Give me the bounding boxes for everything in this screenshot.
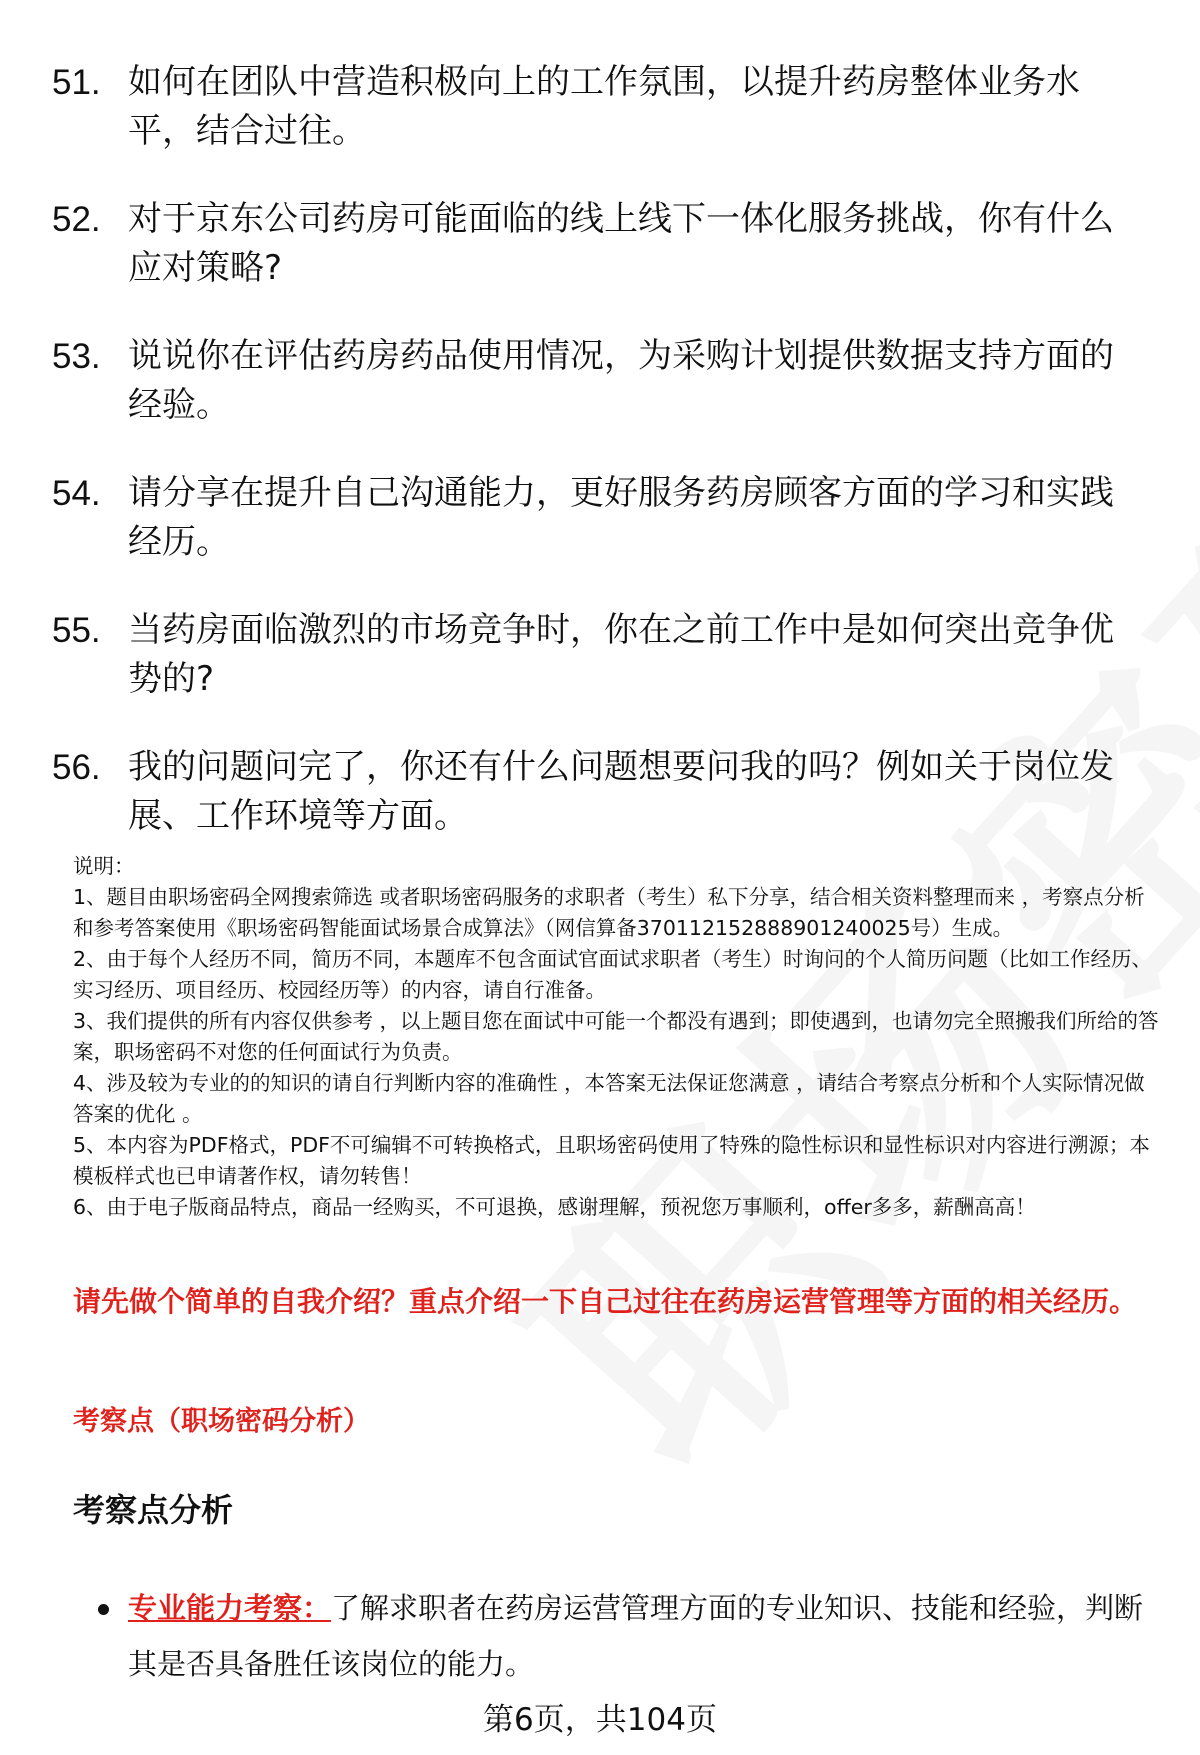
question-item [52,195,1152,293]
page-footer: 第6页，共104页 [483,1702,717,1738]
notes-title: 说明： [73,854,135,878]
question-number: 55. [52,611,101,650]
question-number: 56. [52,748,101,787]
question-number: 53. [52,337,101,376]
note-item: 3、我们提供的所有内容仅供参考 ，以上题目您在面试中可能一个都没有遇到；即使遇到，也请勿完全照搬我们所给的答案，职场密码不对您的任何面试行为负责。 [73,1009,1159,1064]
question-text: 说说你在评估药房药品使用情况，为采购计划提供数据支持方面的经验。 [128,336,1114,425]
note-item: 6、由于电子版商品特点，商品一经购买，不可退换，感谢理解，预祝您万事顺利，offer多多，薪酬高高！ [73,1195,1036,1219]
analysis-subheading: 考察点（职场密码分析） [73,1406,370,1437]
question-item [52,469,1152,567]
note-item: 5、本内容为PDF格式，PDF不可编辑不可转换格式，且职场密码使用了特殊的隐性标识和显性标识对内容进行溯源；本模板样式也已申请著作权，请勿转售！ [73,1133,1150,1188]
question-item [52,743,1152,841]
question-number: 54. [52,474,101,513]
note-item: 4、涉及较为专业的的知识的请自行判断内容的准确性 ，本答案无法保证您满意 ，请结合考察点分析和个人实际情况做答案的优化 。 [73,1071,1145,1126]
question-list [52,58,1152,880]
question-text: 当药房面临激烈的市场竞争时，你在之前工作中是如何突出竞争优势的? [128,610,1114,699]
question-text: 请分享在提升自己沟通能力，更好服务药房顾客方面的学习和实践经历。 [128,473,1114,562]
question-text: 如何在团队中营造积极向上的工作氛围，以提升药房整体业务水平，结合过往。 [128,62,1080,151]
bullet-label: 专业能力考察： [128,1591,332,1625]
question-number: 52. [52,200,101,239]
analysis-bullet [98,1580,1158,1692]
question-item [52,58,1152,156]
question-text: 我的问题问完了，你还有什么问题想要问我的吗？例如关于岗位发展、工作环境等方面。 [128,747,1114,836]
notes-section [73,851,1163,1223]
question-item [52,332,1152,430]
question-number: 51. [52,63,101,102]
interview-question-heading: 请先做个简单的自我介绍？重点介绍一下自己过往在药房运营管理等方面的相关经历。 [73,1285,1138,1318]
note-item: 2、由于每个人经历不同，简历不同，本题库不包含面试官面试求职者（考生）时询问的个人简历问题（比如工作经历、实习经历、项目经历、校园经历等）的内容，请自行准备。 [73,947,1153,1002]
bullet-dot-icon [98,1604,109,1615]
note-item: 1、题目由职场密码全网搜索筛选 或者职场密码服务的求职者（考生）私下分享，结合相关资料整理而来 ，考察点分析和参考答案使用《职场密码智能面试场景合成算法》（网信算备370112152888901240025号）生成。 [73,885,1145,940]
question-text: 对于京东公司药房可能面临的线上线下一体化服务挑战，你有什么应对策略? [128,199,1114,288]
analysis-title: 考察点分析 [73,1491,234,1529]
bullet-text: 了解求职者在药房运营管理方面的专业知识、技能和经验，判断其是否具备胜任该岗位的能力。 [128,1591,1144,1681]
question-item [52,606,1152,704]
